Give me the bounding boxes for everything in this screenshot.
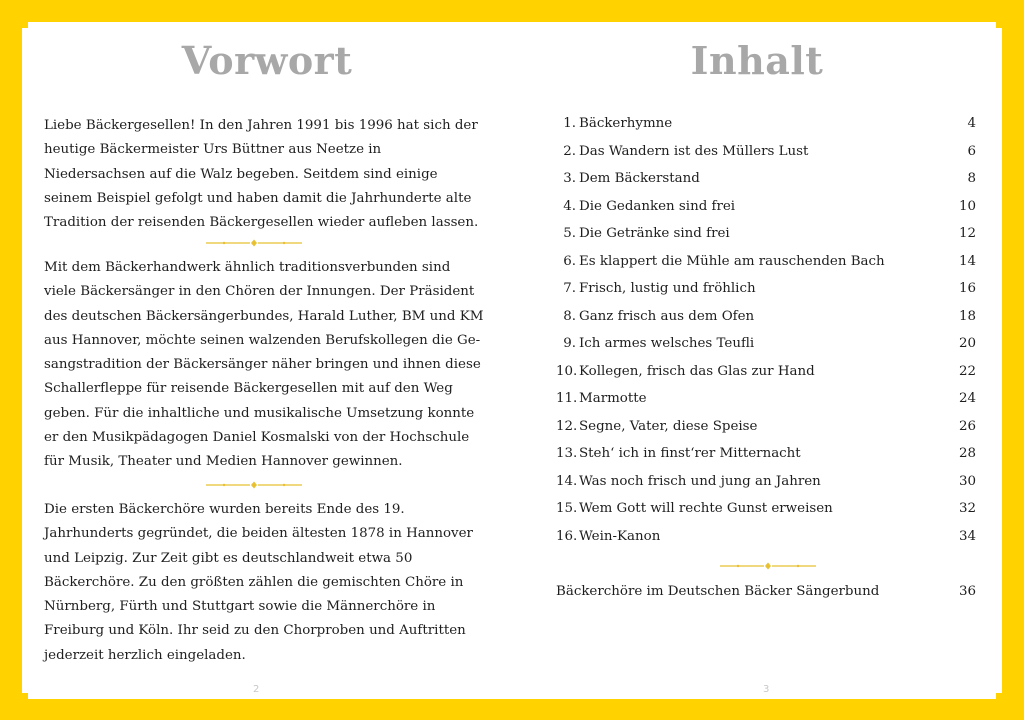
toc-title: Wem Gott will rechte Gunst erweisen xyxy=(579,501,833,516)
left-page xyxy=(22,22,512,699)
toc-entry[interactable] xyxy=(556,114,976,134)
toc-entry[interactable] xyxy=(556,362,976,382)
toc-entry[interactable] xyxy=(556,142,976,162)
toc-title: Die Getränke sind frei xyxy=(579,226,730,241)
toc-title: Dem Bäckerstand xyxy=(579,171,700,186)
toc-page: 36 xyxy=(958,584,976,599)
toc-number: 5. xyxy=(563,226,576,241)
toc-title: Ganz frisch aus dem Ofen xyxy=(579,308,755,324)
toc-number: 9. xyxy=(563,336,576,351)
toc-title: Marmotte xyxy=(579,391,647,406)
toc-page: 6 xyxy=(967,143,976,159)
toc-title: Ich armes welsches Teufli xyxy=(579,336,755,351)
toc-entry[interactable] xyxy=(556,334,976,354)
toc-number: 15. xyxy=(556,501,578,516)
toc-number: 12. xyxy=(556,418,578,434)
toc-page: 34 xyxy=(958,528,976,544)
page-title-inhalt: Inhalt xyxy=(690,38,824,83)
toc-title: Bäckerhymne xyxy=(579,116,673,131)
toc-title: Frisch, lustig und fröhlich xyxy=(579,281,756,296)
toc-entry[interactable] xyxy=(556,197,976,217)
toc-entry[interactable] xyxy=(556,389,976,409)
toc-entry[interactable] xyxy=(556,252,976,272)
toc-number: 4. xyxy=(563,198,576,214)
paragraph-3: Die ersten Bäckerchöre wurden bereits Ende des 19. Jahrhunderts gegründet, die beiden ältesten 1878 in Hannover und Leipzig. Zur Zeit gibt es deutschlandweit etwa 50 Bäckerchöre. Zu den größten zählen die gemischten Chöre in Nürnberg, Fürth und Stuttgart sowie die Männerchöre in Freiburg und Köln. Ihr seid zu den Chorproben und Auftritten jederzeit herzlich eingeladen. xyxy=(44,502,473,663)
page-number: 3 xyxy=(763,684,770,695)
paragraph-1: Liebe Bäckergesellen! In den Jahren 1991 bis 1996 hat sich der heutige Bäckermeister Urs Büttner aus Neetze in Niedersachsen auf die Walz begeben. Seitdem sind einige seinem Beispiel gefolgt und haben damit die Jahrhunderte alte Tradition der reisenden Bäckergesellen wieder aufleben lassen. xyxy=(44,118,479,231)
toc-title: Das Wandern ist des Müllers Lust xyxy=(579,143,809,159)
toc-page: 20 xyxy=(958,336,976,351)
toc-page: 32 xyxy=(958,501,976,516)
toc-entry[interactable] xyxy=(556,307,976,327)
toc-entry[interactable] xyxy=(556,499,976,519)
toc-page: 26 xyxy=(958,418,976,434)
toc-number: 7. xyxy=(563,281,576,296)
toc-entry[interactable] xyxy=(556,444,976,464)
toc-number: 14. xyxy=(556,473,578,489)
toc-title: Kollegen, frisch das Glas zur Hand xyxy=(579,363,815,379)
toc-number: 16. xyxy=(556,528,578,544)
toc-page: 24 xyxy=(958,391,976,406)
toc-entry[interactable] xyxy=(556,417,976,437)
toc-number: 1. xyxy=(563,116,576,131)
toc-number: 3. xyxy=(563,171,576,186)
page-number: 2 xyxy=(253,684,260,695)
toc-title: Die Gedanken sind frei xyxy=(579,198,736,214)
page-title-vorwort: Vorwort xyxy=(181,38,353,83)
toc-title: Es klappert die Mühle am rauschenden Bach xyxy=(579,253,885,269)
toc-number: 2. xyxy=(563,143,576,159)
toc-page: 16 xyxy=(958,281,976,296)
toc-page: 8 xyxy=(967,171,976,186)
toc-entry[interactable] xyxy=(556,279,976,299)
toc-page: 22 xyxy=(958,363,976,379)
toc-entry[interactable] xyxy=(556,472,976,492)
book-spread xyxy=(22,22,1002,699)
toc-page: 10 xyxy=(958,198,976,214)
toc-page: 12 xyxy=(958,226,976,241)
toc-page: 28 xyxy=(958,446,976,461)
toc-number: 6. xyxy=(563,253,576,269)
ornamental-divider-icon xyxy=(718,562,818,570)
toc-title: Was noch frisch und jung an Jahren xyxy=(579,473,821,489)
toc-number: 13. xyxy=(556,446,578,461)
toc-title: Bäckerchöre im Deutschen Bäcker Sängerbund xyxy=(556,584,880,599)
toc-title: Steh‘ ich in finst‘rer Mitternacht xyxy=(579,446,801,461)
toc-entry-choirs[interactable] xyxy=(556,582,976,602)
toc-number: 11. xyxy=(556,391,578,406)
toc-page: 18 xyxy=(958,308,976,324)
toc-page: 14 xyxy=(958,253,976,269)
toc-title: Segne, Vater, diese Speise xyxy=(579,418,758,434)
paragraph-2: Mit dem Bäckerhandwerk ähnlich traditionsverbunden sind viele Bäckersänger in den Chören der Innungen. Der Präsident des deutschen Bäckersängerbundes, Harald Luther, BM und KM aus Hannover, möchte seinen walzenden Berufskollegen die Ge-sangstradition der Bäckersänger näher bringen und ihnen diese Schallerfleppe für reisende Bäckergesellen mit auf den Weg geben. Für die inhaltliche und musikalische Umsetzung konnte er den Musikpädagogen Daniel Kosmalski von der Hochschule für Musik, Theater und Medien Hannover gewinnen. xyxy=(44,260,484,470)
toc-entry[interactable] xyxy=(556,224,976,244)
toc-title: Wein-Kanon xyxy=(579,528,661,544)
toc-number: 10. xyxy=(556,363,578,379)
toc-entry[interactable] xyxy=(556,527,976,547)
ornamental-divider-icon xyxy=(204,239,304,247)
ornamental-divider-icon xyxy=(204,481,304,489)
toc-entry[interactable] xyxy=(556,169,976,189)
toc-page: 4 xyxy=(967,116,976,131)
toc-page: 30 xyxy=(958,473,976,489)
toc-number: 8. xyxy=(563,308,576,324)
